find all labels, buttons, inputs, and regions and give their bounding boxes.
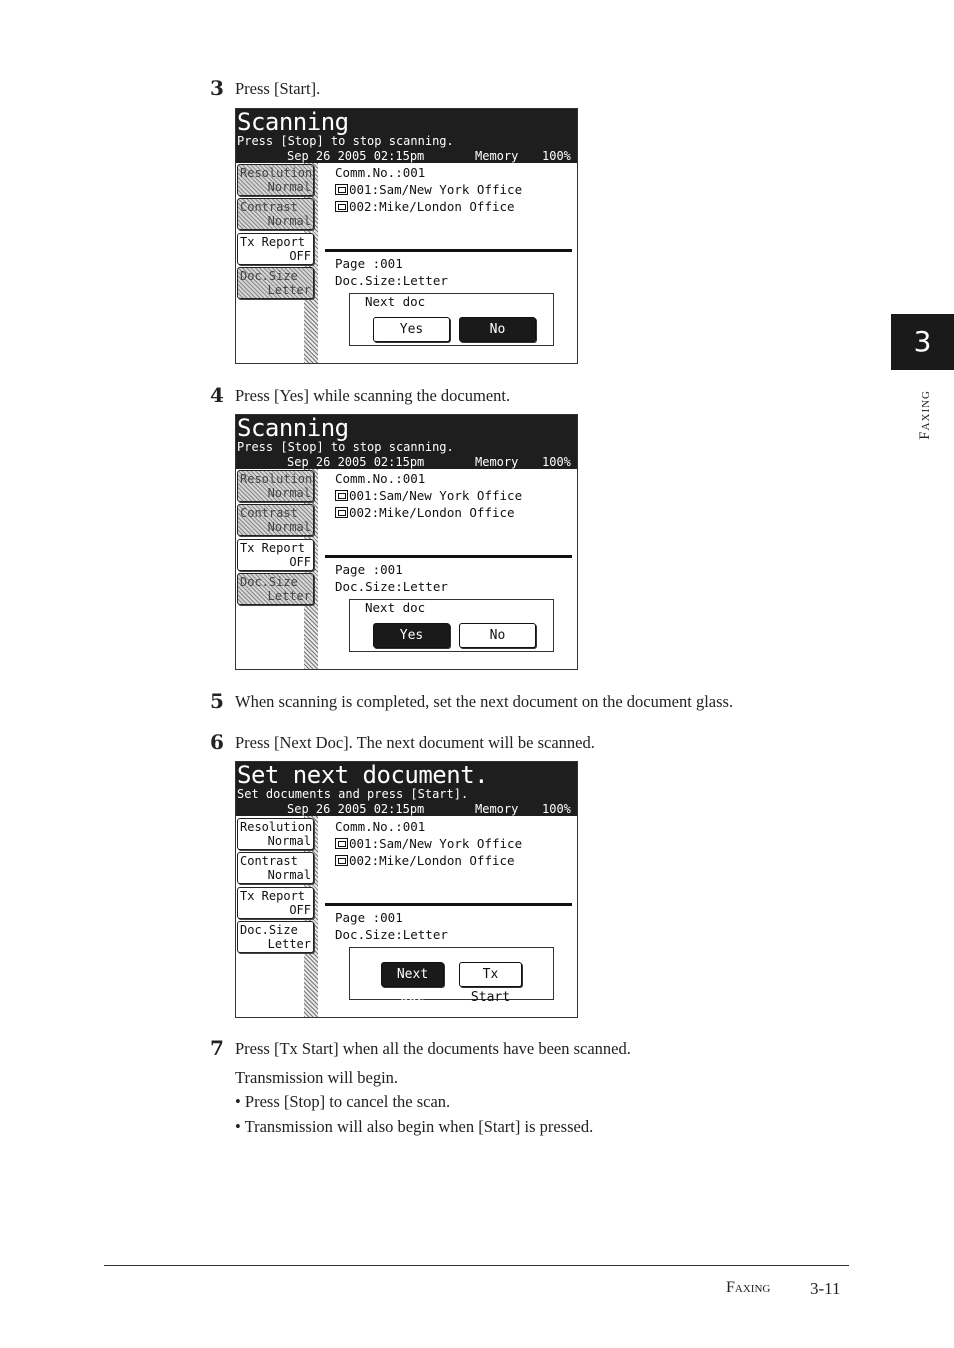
tx-report-button[interactable]: Tx Report OFF — [237, 887, 314, 919]
comm-number: Comm.No.:001 — [335, 819, 426, 834]
doc-size-info: Doc.Size:Letter — [335, 579, 448, 594]
chapter-tab: 3 — [891, 314, 954, 370]
comm-number: Comm.No.:001 — [335, 471, 426, 486]
screen-header — [236, 415, 577, 469]
step-number: 4 — [210, 383, 224, 407]
step-number: 5 — [210, 689, 224, 713]
contrast-button[interactable]: Contrast Normal — [237, 852, 314, 884]
no-button[interactable]: No — [459, 623, 536, 648]
fax-icon — [335, 201, 348, 212]
step-4 — [210, 385, 510, 407]
contrast-button[interactable]: Contrast Normal — [237, 198, 314, 230]
fax-icon — [335, 490, 348, 501]
fax-icon — [335, 855, 348, 866]
contrast-button[interactable]: Contrast Normal — [237, 504, 314, 536]
date-time: Sep 26 2005 02:15pm — [287, 802, 425, 816]
lcd-screen-scanning-1 — [235, 108, 578, 364]
destination-2: 002:Mike/London Office — [335, 504, 515, 521]
memory-label: Memory — [475, 455, 519, 469]
page-count: Page :001 — [335, 562, 403, 577]
next-doc-label: Next doc — [365, 294, 426, 309]
step-number: 3 — [210, 76, 224, 100]
step-7 — [210, 1038, 631, 1060]
memory-percent: 100% — [542, 802, 571, 816]
doc-size-button[interactable]: Doc.Size Letter — [237, 921, 314, 953]
page-count: Page :001 — [335, 256, 403, 271]
screen-subtitle: Set documents and press [Start]. — [237, 787, 469, 801]
doc-size-info: Doc.Size:Letter — [335, 273, 448, 288]
section-side-label: Faxing — [917, 390, 933, 440]
screen-title: Scanning — [237, 108, 349, 136]
step-5 — [210, 691, 733, 713]
step-text: Press [Tx Start] when all the documents have been scanned. — [235, 1039, 631, 1058]
fax-icon — [335, 838, 348, 849]
doc-size-button[interactable]: Doc.Size Letter — [237, 267, 314, 299]
no-button[interactable]: No — [459, 317, 536, 342]
destination-2: 002:Mike/London Office — [335, 852, 515, 869]
screen-subtitle: Press [Stop] to stop scanning. — [237, 440, 454, 454]
note-bullet-1: • Press [Stop] to cancel the scan. — [235, 1092, 451, 1111]
destination-1: 001:Sam/New York Office — [335, 835, 522, 852]
screen-subtitle: Press [Stop] to stop scanning. — [237, 134, 454, 148]
tx-report-button[interactable]: Tx Report OFF — [237, 539, 314, 571]
tx-report-button[interactable]: Tx Report OFF — [237, 233, 314, 265]
footer-rule — [104, 1265, 849, 1266]
screen-header — [236, 762, 577, 816]
screen-title: Set next document. — [237, 761, 489, 789]
screen-header — [236, 109, 577, 163]
memory-percent: 100% — [542, 455, 571, 469]
next-doc-label: Next doc — [365, 600, 426, 615]
resolution-button[interactable]: Resolution Normal — [237, 818, 314, 850]
divider — [325, 249, 572, 252]
date-time: Sep 26 2005 02:15pm — [287, 149, 425, 163]
step-3 — [210, 78, 320, 100]
yes-button[interactable]: Yes — [373, 623, 450, 648]
destination-1: 001:Sam/New York Office — [335, 181, 522, 198]
result-text: Transmission will begin. — [235, 1068, 399, 1087]
step-text: Press [Next Doc]. The next document will be scanned. — [235, 733, 595, 752]
resolution-button[interactable]: Resolution Normal — [237, 470, 314, 502]
memory-percent: 100% — [542, 149, 571, 163]
fax-icon — [335, 184, 348, 195]
page-count: Page :001 — [335, 910, 403, 925]
destination-1: 001:Sam/New York Office — [335, 487, 522, 504]
footer-page-number: 3-11 — [810, 1279, 841, 1298]
memory-label: Memory — [475, 802, 519, 816]
step-text: Press [Yes] while scanning the document. — [235, 386, 511, 405]
footer-section: Faxing — [726, 1279, 771, 1296]
doc-size-button[interactable]: Doc.Size Letter — [237, 573, 314, 605]
step-text: Press [Start]. — [235, 79, 321, 98]
step-number: 7 — [210, 1036, 224, 1060]
step-number: 6 — [210, 730, 224, 754]
memory-label: Memory — [475, 149, 519, 163]
destination-2: 002:Mike/London Office — [335, 198, 515, 215]
note-bullet-2: • Transmission will also begin when [Start] is pressed. — [235, 1117, 594, 1136]
next-doc-box — [349, 947, 554, 1005]
lcd-screen-scanning-2 — [235, 414, 578, 670]
next-doc-box — [349, 293, 554, 346]
tx-start-button[interactable]: Tx Start — [459, 962, 522, 987]
screen-title: Scanning — [237, 414, 349, 442]
next-doc-button[interactable]: Next Doc — [381, 962, 444, 987]
resolution-button[interactable]: Resolution Normal — [237, 164, 314, 196]
divider — [325, 903, 572, 906]
date-time: Sep 26 2005 02:15pm — [287, 455, 425, 469]
next-doc-box — [349, 599, 554, 652]
doc-size-info: Doc.Size:Letter — [335, 927, 448, 942]
step-6 — [210, 732, 595, 754]
divider — [325, 555, 572, 558]
lcd-screen-set-next-document — [235, 761, 578, 1018]
yes-button[interactable]: Yes — [373, 317, 450, 342]
step-text: When scanning is completed, set the next document on the document glass. — [235, 692, 734, 711]
fax-icon — [335, 507, 348, 518]
comm-number: Comm.No.:001 — [335, 165, 426, 180]
